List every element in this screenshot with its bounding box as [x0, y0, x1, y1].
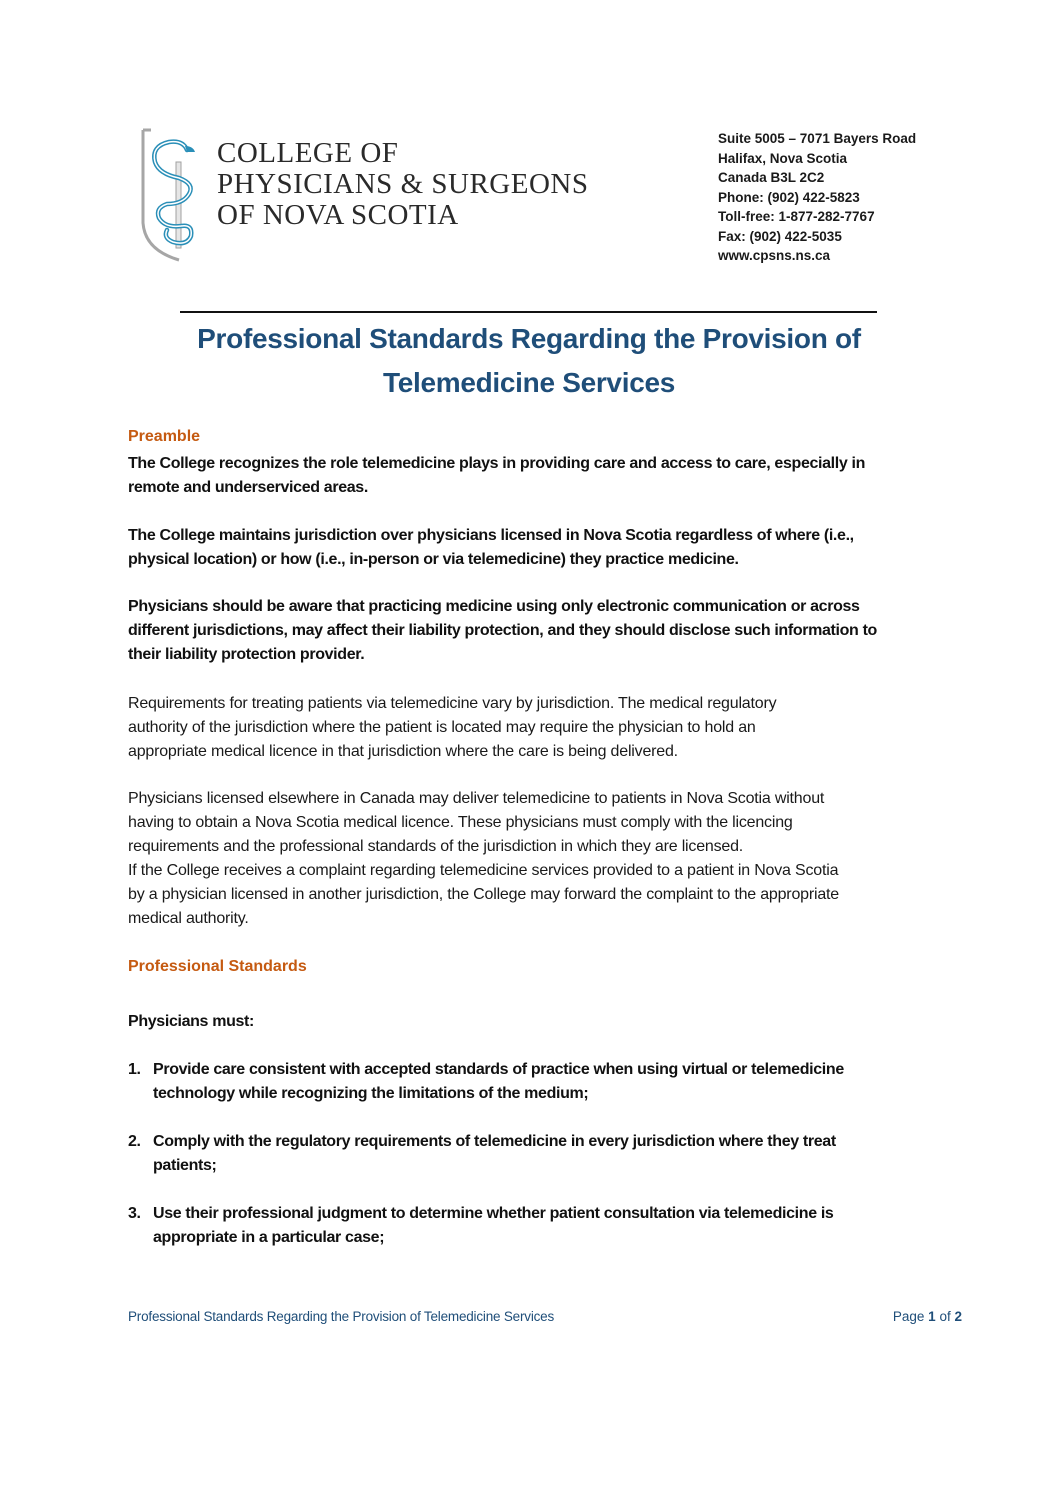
list-number: 1. [128, 1061, 141, 1078]
page-title [100, 317, 958, 405]
preamble-paragraph [128, 452, 968, 500]
header-divider [180, 311, 877, 313]
toll-free: Toll-free: 1-877-282-7767 [718, 209, 875, 224]
text-line: appropriate medical licence in that jurisdiction where the care is being delivered. [128, 743, 678, 760]
text-line: technology while recognizing the limitations of the medium; [153, 1085, 589, 1102]
page-of: of [939, 1309, 951, 1324]
page-label: Page [892, 1309, 925, 1324]
preamble-paragraph [128, 595, 968, 667]
text-line: If the College receives a complaint regarding telemedicine services provided to a patient in Nova Scotia [128, 862, 839, 879]
text-line: requirements and the professional standards of the jurisdiction in which they are licensed. [128, 838, 744, 855]
logo-line: OF NOVA SCOTIA [217, 199, 459, 231]
logo-line: PHYSICIANS & SURGEONS [217, 168, 589, 200]
address-line: Halifax, Nova Scotia [718, 150, 848, 166]
title-line: Telemedicine Services [382, 367, 676, 398]
college-logo [137, 128, 617, 263]
text-line: Use their professional judgment to determine whether patient consultation via telemedicine is [153, 1205, 834, 1222]
preamble-paragraph [128, 524, 968, 572]
text-line: remote and underserviced areas. [128, 479, 368, 496]
rod-of-asclepius-icon [137, 128, 209, 263]
list-number: 3. [128, 1205, 141, 1222]
professional-standards-heading: Professional Standards [128, 958, 307, 975]
text-line: Provide care consistent with accepted standards of practice when using virtual or telemedicine [153, 1061, 844, 1078]
page-total: 2 [954, 1309, 962, 1324]
text-line: patients; [153, 1157, 217, 1174]
list-number: 2. [128, 1133, 141, 1150]
contact-address [718, 129, 916, 266]
page-current: 1 [928, 1309, 936, 1324]
logo-wordmark [217, 138, 588, 231]
text-line: appropriate in a particular case; [153, 1229, 385, 1246]
text-line: different jurisdictions, may affect their liability protection, and they should disclose such information to [128, 622, 877, 639]
text-line: physical location) or how (i.e., in-person or via telemedicine) they practice medicine. [128, 551, 739, 568]
preamble-paragraph [128, 692, 968, 764]
website-link[interactable]: www.cpsns.ns.ca [718, 248, 831, 263]
text-line: by a physician licensed in another jurisdiction, the College may forward the complaint to the appropriate [128, 886, 839, 903]
logo-line: COLLEGE OF [217, 137, 399, 169]
text-line: having to obtain a Nova Scotia medical licence. These physicians must comply with the licencing [128, 814, 793, 831]
text-line: Physicians must: [128, 1013, 255, 1030]
preamble-paragraph [128, 787, 968, 931]
text-line: The College maintains jurisdiction over physicians licensed in Nova Scotia regardless of where (i.e., [128, 527, 854, 544]
text-line: Physicians should be aware that practicing medicine using only electronic communication or across [128, 598, 860, 615]
preamble-heading: Preamble [128, 428, 201, 445]
fax: Fax: (902) 422-5035 [718, 228, 842, 244]
text-line: Physicians licensed elsewhere in Canada may deliver telemedicine to patients in Nova Scotia without [128, 790, 825, 807]
text-line: The College recognizes the role telemedicine plays in providing care and access to care, especially in [128, 455, 866, 472]
text-line: Comply with the regulatory requirements of telemedicine in every jurisdiction where they treat [153, 1133, 836, 1150]
footer-document-title: Professional Standards Regarding the Provision of Telemedicine Services [128, 1309, 555, 1324]
text-line: their liability protection provider. [128, 646, 365, 663]
phone: Phone: (902) 422-5823 [718, 189, 860, 205]
text-line: Requirements for treating patients via telemedicine vary by jurisdiction. The medical regulatory [128, 695, 777, 712]
standards-intro [128, 1010, 968, 1034]
text-line: medical authority. [128, 910, 249, 927]
text-line: authority of the jurisdiction where the patient is located may require the physician to hold an [128, 719, 756, 736]
title-line: Professional Standards Regarding the Provision of [197, 323, 861, 354]
address-line: Canada B3L 2C2 [718, 170, 825, 185]
address-line: Suite 5005 – 7071 Bayers Road [718, 131, 917, 146]
footer-page-number [893, 1309, 962, 1324]
